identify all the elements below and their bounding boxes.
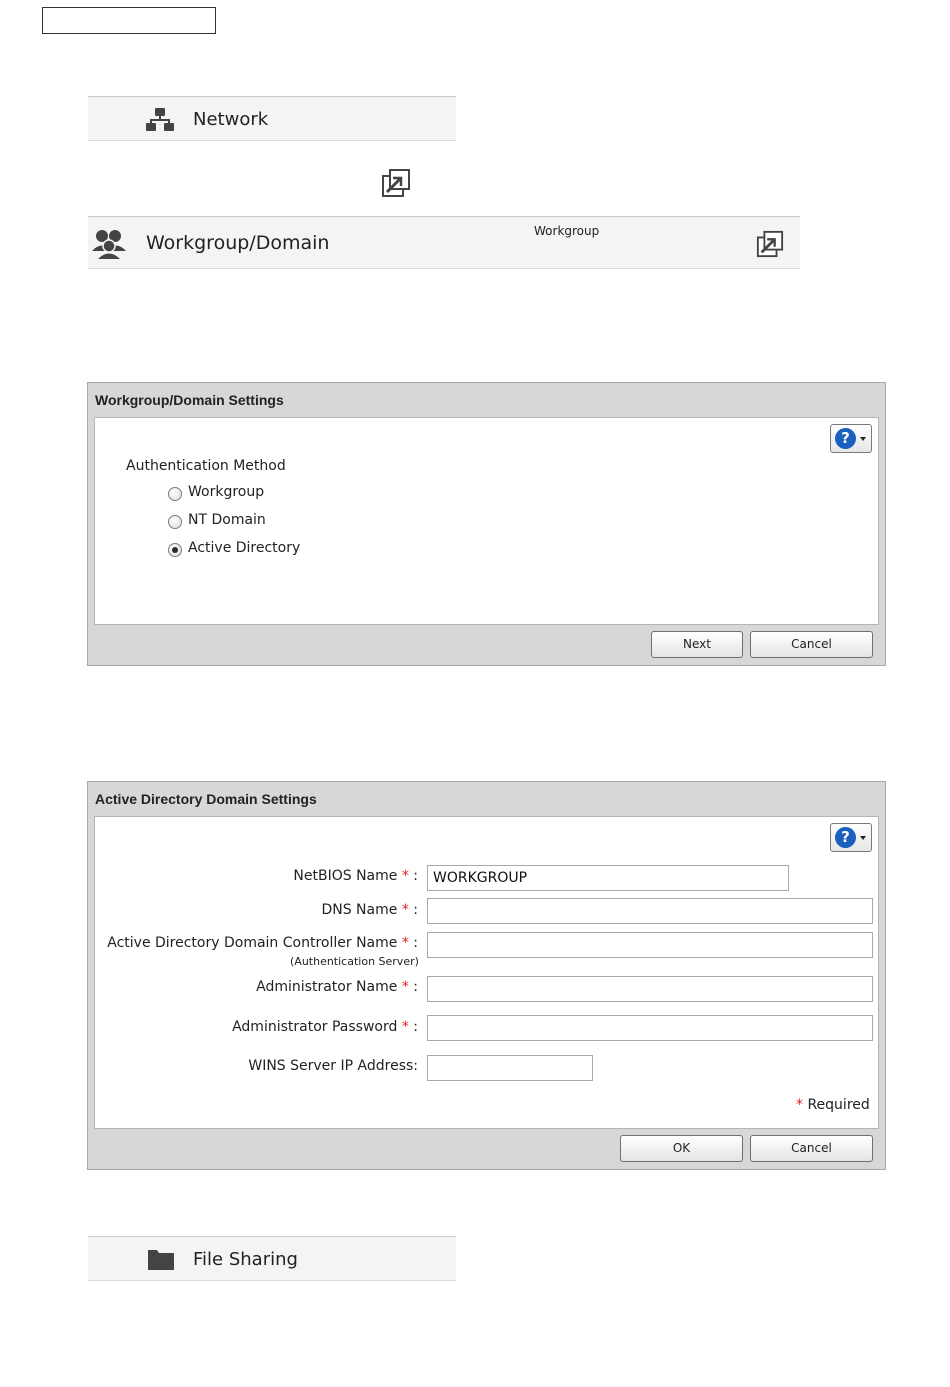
dns-name-field[interactable]	[427, 898, 873, 924]
menu-file-sharing-label: File Sharing	[193, 1249, 298, 1270]
radio-workgroup-label: Workgroup	[188, 484, 265, 500]
menu-network-label: Network	[193, 109, 269, 130]
dialog-body	[94, 816, 879, 1129]
folder-icon	[148, 1248, 174, 1274]
radio-active-directory[interactable]	[168, 543, 182, 557]
radio-active-directory-label: Active Directory	[188, 540, 301, 556]
required-marker: *	[401, 868, 409, 884]
help-icon: ?	[835, 827, 856, 848]
admin-name-label	[256, 979, 418, 995]
admin-name-label-text: Administrator Name	[256, 979, 398, 995]
cancel-button[interactable]: Cancel	[750, 631, 873, 658]
required-marker: *	[401, 902, 409, 918]
netbios-name-label-text: NetBIOS Name	[293, 868, 398, 884]
network-icon	[146, 107, 174, 135]
ad-settings-dialog	[87, 781, 886, 1170]
help-button[interactable]	[830, 823, 872, 852]
header-box	[42, 7, 216, 34]
radio-nt-domain-label: NT Domain	[188, 512, 266, 528]
admin-password-field[interactable]	[427, 1015, 873, 1041]
ok-button[interactable]: OK	[620, 1135, 743, 1162]
menu-network[interactable]	[88, 96, 456, 141]
netbios-name-field[interactable]: WORKGROUP	[427, 865, 789, 891]
label-suffix: :	[408, 979, 418, 995]
radio-nt-domain[interactable]	[168, 515, 182, 529]
menu-workgroup-domain-value: Workgroup	[534, 224, 600, 238]
required-marker: *	[796, 1097, 803, 1113]
dc-name-field[interactable]	[427, 932, 873, 958]
menu-workgroup-domain[interactable]	[88, 216, 800, 269]
required-marker: *	[401, 1019, 409, 1035]
expand-icon[interactable]	[381, 168, 411, 198]
netbios-name-label	[293, 868, 418, 884]
dialog-title: Active Directory Domain Settings	[95, 791, 317, 807]
chevron-down-icon	[860, 437, 866, 441]
help-icon: ?	[835, 428, 856, 449]
dc-name-sublabel: (Authentication Server)	[290, 955, 419, 968]
dc-name-label-text: Active Directory Domain Controller Name	[107, 935, 398, 951]
chevron-down-icon	[860, 836, 866, 840]
label-suffix: :	[408, 935, 418, 951]
label-suffix: :	[408, 868, 418, 884]
help-button[interactable]	[830, 424, 872, 453]
auth-method-dialog	[87, 382, 886, 666]
cancel-button[interactable]: Cancel	[750, 1135, 873, 1162]
next-button[interactable]: Next	[651, 631, 743, 658]
required-note	[796, 1097, 870, 1113]
dns-name-label	[321, 902, 418, 918]
users-icon	[92, 229, 126, 263]
auth-method-label: Authentication Method	[126, 458, 286, 474]
admin-password-label	[232, 1019, 418, 1035]
admin-password-label-text: Administrator Password	[232, 1019, 398, 1035]
expand-icon[interactable]	[756, 230, 784, 262]
menu-file-sharing[interactable]	[88, 1236, 456, 1281]
required-note-text: Required	[807, 1097, 870, 1113]
required-marker: *	[401, 935, 409, 951]
menu-workgroup-domain-label: Workgroup/Domain	[146, 232, 330, 254]
admin-name-field[interactable]	[427, 976, 873, 1002]
dialog-body	[94, 417, 879, 625]
wins-server-field[interactable]	[427, 1055, 593, 1081]
dc-name-label	[107, 935, 418, 951]
required-marker: *	[401, 979, 409, 995]
label-suffix: :	[408, 1019, 418, 1035]
dialog-title: Workgroup/Domain Settings	[95, 392, 284, 408]
dns-name-label-text: DNS Name	[321, 902, 398, 918]
wins-server-label: WINS Server IP Address:	[248, 1058, 418, 1074]
radio-workgroup[interactable]	[168, 487, 182, 501]
label-suffix: :	[408, 902, 418, 918]
